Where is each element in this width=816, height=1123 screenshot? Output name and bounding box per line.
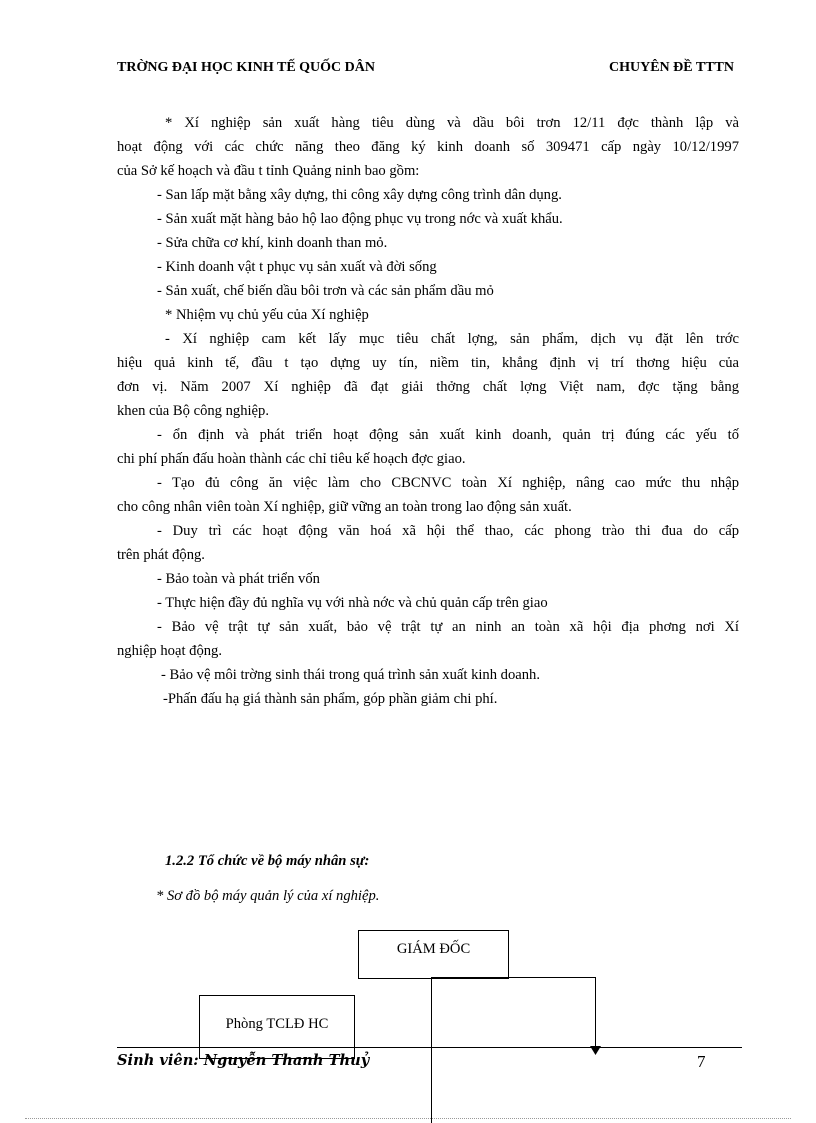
- paragraph-line: đơn vị. Năm 2007 Xí nghiệp đã đạt giải thởng chất lợng Việt nam, đợc tặng bằng: [117, 379, 739, 395]
- list-item: - Sản xuất, chế biến dầu bôi trơn và các sản phẩm dầu mỏ: [157, 283, 494, 299]
- header-topic: CHUYÊN ĐỀ TTTN: [609, 60, 734, 75]
- paragraph-line: nghiệp hoạt động.: [117, 643, 222, 659]
- paragraph-line: - Xí nghiệp cam kết lấy mục tiêu chất lợng, sản phẩm, dịch vụ đặt lên trớc: [165, 331, 739, 347]
- dept-tcld-label: Phòng TCLĐ HC: [225, 1015, 329, 1032]
- paragraph-line: của Sở kế hoạch và đầu t tỉnh Quảng ninh bao gồm:: [117, 163, 420, 179]
- header-school: TRỜNG ĐẠI HỌC KINH TẾ QUỐC DÂN: [117, 60, 375, 75]
- diagram-caption: * Sơ đồ bộ máy quản lý của xí nghiệp.: [156, 888, 380, 904]
- list-item: - Bảo vệ môi trờng sinh thái trong quá trình sản xuất kinh doanh.: [161, 667, 540, 683]
- paragraph-line: khen của Bộ công nghiệp.: [117, 403, 269, 419]
- director-label: GIÁM ĐỐC: [396, 941, 471, 957]
- paragraph-line: - ổn định và phát triển hoạt động sản xuất kinh doanh, quản trị đúng các yếu tố: [157, 427, 739, 443]
- footer-student: Sinh viên: Nguyễn Thanh Thuỷ: [117, 1052, 370, 1069]
- footer-rule: [117, 1047, 742, 1048]
- paragraph-line: - Duy trì các hoạt động văn hoá xã hội thể thao, các phong trào thi đua do cấp: [157, 523, 739, 539]
- paragraph-line: cho công nhân viên toàn Xí nghiệp, giữ vững an toàn trong lao động sản xuất.: [117, 499, 572, 515]
- list-item: - Kinh doanh vật t phục vụ sản xuất và đời sống: [157, 259, 437, 275]
- paragraph-line: - Tạo đủ công ăn việc làm cho CBCNVC toàn Xí nghiệp, nâng cao mức thu nhập: [157, 475, 739, 491]
- paragraph-line: * Xí nghiệp sản xuất hàng tiêu dùng và dầu bôi trơn 12/11 đợc thành lập và: [165, 115, 739, 131]
- connector-line: [431, 977, 596, 978]
- paragraph-line: hiệu quả kinh tế, đầu t tạo dựng uy tín, niềm tin, khẳng định vị trí thơng hiệu của: [117, 355, 739, 371]
- connector-line: [431, 978, 432, 1123]
- paragraph-line: - Bảo vệ trật tự sản xuất, bảo vệ trật tự an ninh an toàn xã hội địa phơng nơi Xí: [157, 619, 739, 635]
- list-item: - San lấp mặt bằng xây dựng, thi công xây dựng công trình dân dụng.: [157, 187, 562, 203]
- section-title: 1.2.2 Tổ chức về bộ máy nhân sự:: [165, 853, 370, 869]
- connector-line: [595, 977, 596, 1047]
- page-number: 7: [697, 1052, 706, 1071]
- list-item: - Sửa chữa cơ khí, kinh doanh than mỏ.: [157, 235, 388, 251]
- dept-tcld-box: [199, 995, 355, 1059]
- list-item: -Phấn đấu hạ giá thành sản phẩm, góp phần giảm chi phí.: [163, 691, 498, 707]
- list-item: - Sản xuất mặt hàng bảo hộ lao động phục vụ trong nớc và xuất khẩu.: [157, 211, 563, 227]
- paragraph-line: trên phát động.: [117, 547, 205, 563]
- list-item: - Thực hiện đầy đủ nghĩa vụ với nhà nớc và chủ quản cấp trên giao: [157, 595, 548, 611]
- duties-heading: * Nhiệm vụ chủ yếu của Xí nghiệp: [165, 307, 369, 323]
- paragraph-line: chi phí phấn đấu hoàn thành các chỉ tiêu kế hoạch đợc giao.: [117, 451, 466, 467]
- director-box: [358, 930, 509, 979]
- list-item: - Bảo toàn và phát triển vốn: [157, 571, 320, 587]
- page-edge-divider: [25, 1118, 791, 1119]
- paragraph-line: hoạt động với các chức năng theo đăng ký kinh doanh số 309471 cấp ngày 10/12/1997: [117, 139, 739, 155]
